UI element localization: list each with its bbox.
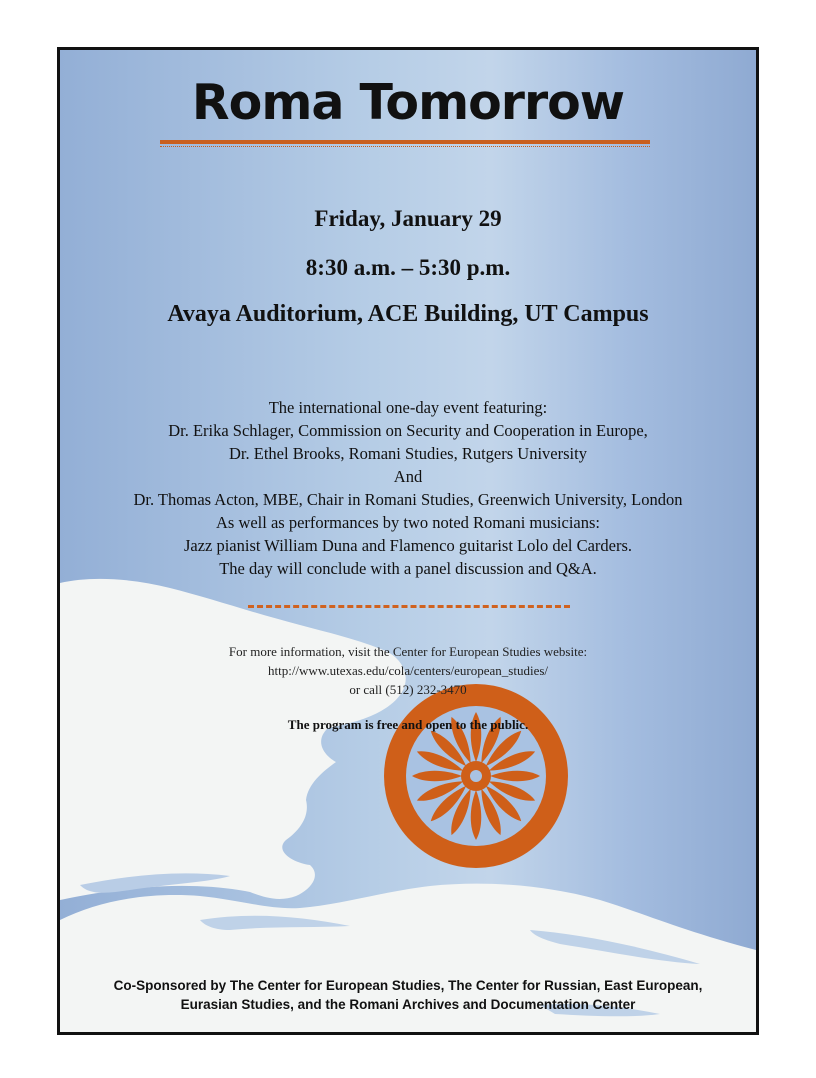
website-link[interactable]: http://www.utexas.edu/cola/centers/european_studies/ — [267, 663, 549, 678]
romani-chakra-wheel-icon — [384, 684, 568, 868]
event-venue: Avaya Auditorium, ACE Building, UT Campus — [167, 301, 649, 327]
title-underline — [160, 140, 650, 144]
sponsor-line: Eurasian Studies, and the Romani Archives and Documentation Center — [180, 997, 636, 1012]
free-admission-note: The program is free and open to the public. — [287, 717, 529, 732]
lineup-line: The international one-day event featuring: — [268, 398, 548, 417]
event-poster — [57, 47, 759, 1035]
poster-title: Roma Tomorrow — [191, 74, 625, 131]
lineup-line: As well as performances by two noted Romani musicians: — [215, 513, 600, 532]
lineup-line: Jazz pianist William Duna and Flamenco guitarist Lolo del Carders. — [183, 536, 633, 555]
event-date: Friday, January 29 — [314, 206, 502, 231]
lineup-line: Dr. Thomas Acton, MBE, Chair in Romani Studies, Greenwich University, London — [133, 490, 683, 509]
lineup-line: And — [393, 467, 423, 486]
section-divider — [248, 605, 570, 608]
lineup-line: The day will conclude with a panel discussion and Q&A. — [219, 559, 597, 578]
lineup-line: Dr. Ethel Brooks, Romani Studies, Rutgers University — [229, 444, 587, 463]
info-line: For more information, visit the Center for European Studies website: — [228, 644, 588, 659]
lineup-line: Dr. Erika Schlager, Commission on Security and Cooperation in Europe, — [168, 421, 648, 440]
phone-number: or call (512) 232-3470 — [349, 682, 467, 697]
speaker-lineup — [60, 396, 756, 580]
event-time: 8:30 a.m. – 5:30 p.m. — [305, 255, 511, 280]
sponsors — [60, 976, 756, 1014]
snow-drift-left — [60, 579, 406, 900]
sponsor-line: Co-Sponsored by The Center for European Studies, The Center for Russian, East European, — [113, 978, 703, 993]
title-underline-dotted — [160, 146, 650, 148]
contact-info — [60, 642, 756, 699]
